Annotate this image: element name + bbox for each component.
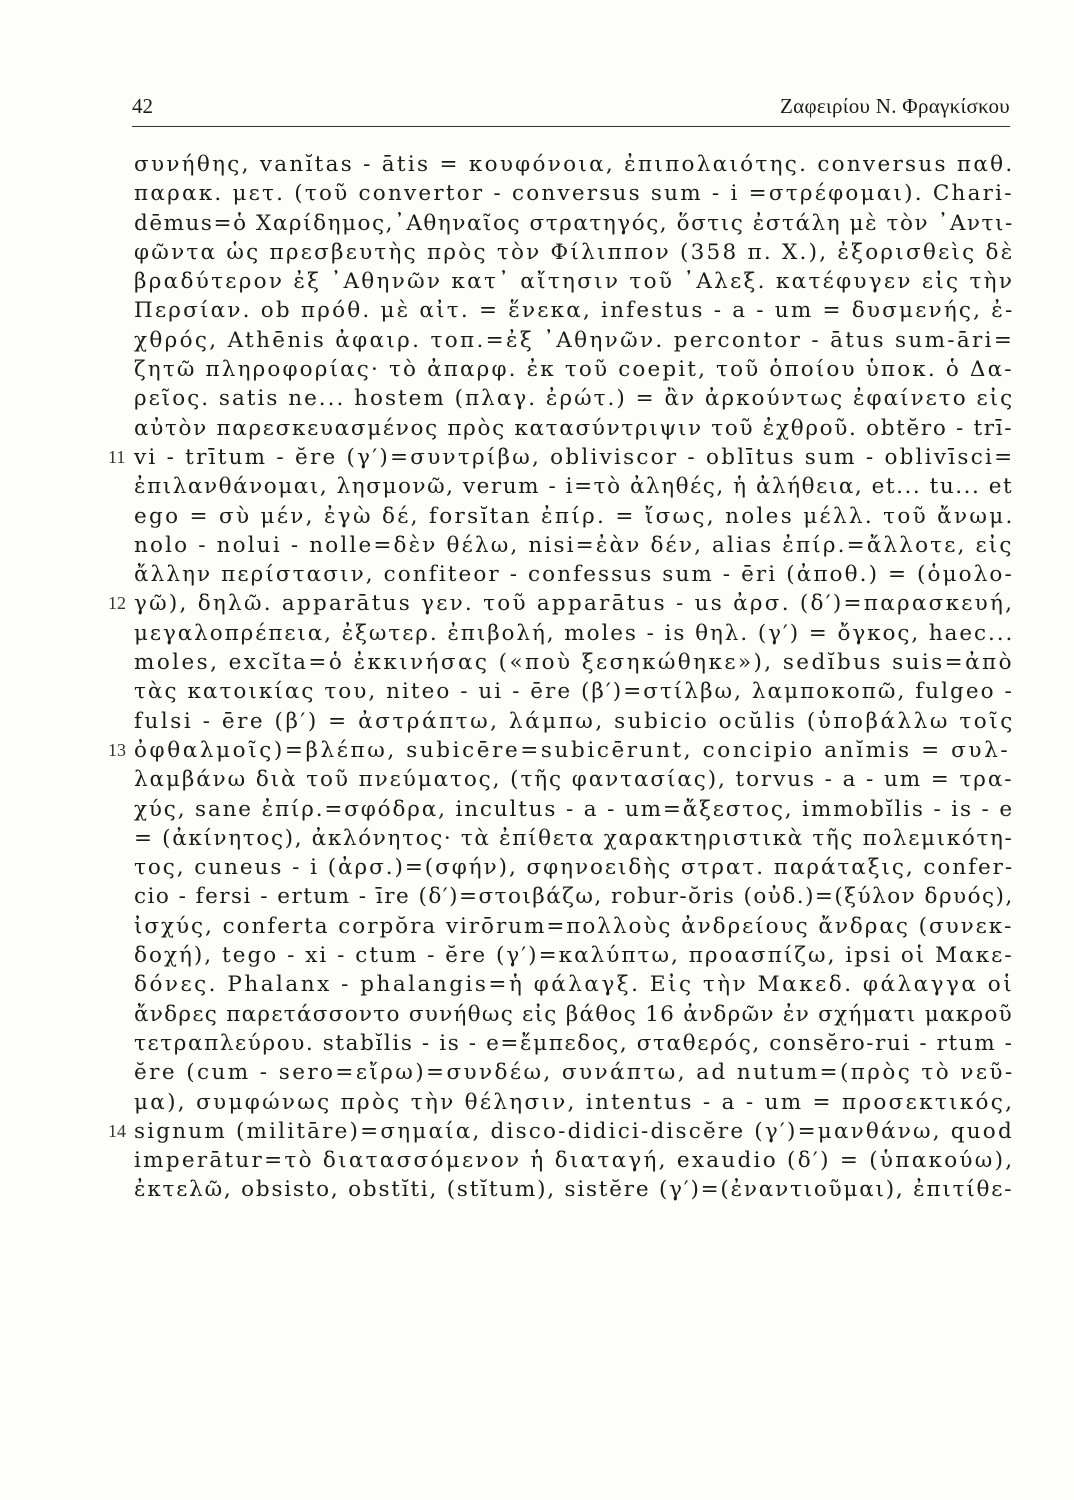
line-text: cio - fersi - ertum - īre (δ′)=στοιβάζω, robur-ŏris (οὐδ.)=(ξύλον δρυός), — [134, 884, 1014, 910]
line-text: ἐκτελῶ, obsisto, obstĭti, (stĭtum), sistĕre (γ′)=(ἐναντιοῦμαι), ἐπιτίθε- — [134, 1177, 1014, 1203]
line-text: τὰς κατοικίας του, niteo - ui - ēre (β′)=στίλβω, λαμποκοπῶ, fulgeo - — [134, 679, 1014, 705]
line-text: χθρός, Athēnis ἀφαιρ. τοπ.=ἐξ ᾿Αθηνῶν. percontor - ātus sum-āri= — [134, 327, 1015, 353]
text-line — [0, 472, 1074, 501]
text-line — [0, 326, 1074, 355]
line-text: παρακ. μετ. (τοῦ convertor - conversus sum - i =στρέφομαι). Chari- — [134, 181, 1014, 207]
text-line — [0, 707, 1074, 736]
text-line — [0, 677, 1074, 706]
line-text: αὐτὸν παρεσκευασμένος πρὸς κατασύντριψιν τοῦ ἐχθροῦ. obtĕro - trī- — [134, 415, 1014, 441]
text-line — [0, 1088, 1074, 1117]
line-text: ἐπιλανθάνομαι, λησμονῶ, verum - i=τὸ ἀληθές, ἡ ἀλήθεια, et... tu... et — [134, 474, 1014, 500]
text-line — [0, 209, 1074, 238]
text-line — [0, 765, 1074, 794]
line-text: μα), συμφώνως πρὸς τὴν θέλησιν, intentus - a - um = προσεκτικός, — [134, 1089, 1015, 1115]
text-line — [0, 970, 1074, 999]
text-line — [0, 853, 1074, 882]
line-text: φῶντα ὡς πρεσβευτὴς πρὸς τὸν Φίλιππον (358 π. Χ.), ἐξορισθεὶς δὲ — [134, 239, 1015, 265]
running-head: Ζαφειρίου Ν. Φραγκίσκου — [780, 94, 1010, 118]
text-line — [0, 941, 1074, 970]
text-line — [0, 355, 1074, 384]
text-line — [0, 589, 1074, 618]
line-text: Περσίαν. ob πρόθ. μὲ αἰτ. = ἕνεκα, infestus - a - um = δυσμενής, ἐ- — [134, 298, 1015, 324]
line-text: ἄλλην περίστασιν, confiteor - confessus sum - ēri (ἀποθ.) = (ὁμολο- — [134, 562, 1014, 588]
line-text: βραδύτερον ἐξ ᾿Αθηνῶν κατ᾿ αἴτησιν τοῦ ᾿Αλεξ. κατέφυγεν εἰς τὴν — [134, 269, 1015, 295]
line-number: 11 — [108, 446, 126, 467]
line-text: δόνες. Phalanx - phalangis=ἡ φάλαγξ. Εἰς τὴν Μακεδ. φάλαγγα οἱ — [134, 972, 1015, 998]
text-line — [0, 736, 1074, 765]
text-line — [0, 1146, 1074, 1175]
line-text: vi - trītum - ĕre (γ′)=συντρίβω, obliviscor - oblītus sum - oblivīsci= — [134, 444, 1015, 470]
line-text: δοχή), tego - xi - ctum - ĕre (γ′)=καλύπτω, προασπίζω, ipsi οἱ Μακε- — [134, 943, 1014, 969]
text-line — [0, 619, 1074, 648]
line-text: γῶ), δηλῶ. apparātus γεν. τοῦ apparātus - us ἀρσ. (δ′)=παρασκευή, — [134, 591, 1015, 617]
line-text: τος, cuneus - i (ἀρσ.)=(σφήν), σφηνοειδὴς στρατ. παράταξις, confer- — [134, 855, 1015, 881]
line-text: συνήθης, vanĭtas - ātis = κουφόνοια, ἐπιπολαιότης. conversus παθ. — [134, 152, 1015, 177]
line-text: fulsi - ēre (β′) = ἀστράπτω, λάμπω, subicio ocŭlis (ὑποβάλλω τοῖς — [134, 708, 1015, 734]
text-line — [0, 1175, 1074, 1204]
text-line — [0, 267, 1074, 296]
text-line — [0, 824, 1074, 853]
line-text: ἄνδρες παρετάσσοντο συνήθως εἰς βάθος 16 ἀνδρῶν ἐν σχήματι μακροῦ — [134, 1001, 1014, 1027]
line-number: 12 — [108, 593, 126, 614]
text-line — [0, 1000, 1074, 1029]
text-line — [0, 795, 1074, 824]
text-line — [0, 560, 1074, 589]
text-line — [0, 502, 1074, 531]
line-text: λαμβάνω διὰ τοῦ πνεύματος, (τῆς φαντασίας), torvus - a - um = τρα- — [134, 767, 1014, 793]
line-text: ἰσχύς, conferta corpŏra virōrum=πολλοὺς ἀνδρείους ἄνδρας (συνεκ- — [134, 913, 1014, 939]
line-text: ρεῖος. satis ne... hostem (πλαγ. ἐρώτ.) = ἂν ἀρκούντως ἐφαίνετο εἰς — [134, 386, 1015, 412]
line-text: ego = σὺ μέν, ἐγὼ δέ, forsĭtan ἐπίρ. = ἴσως, noles μέλλ. τοῦ ἄνωμ. — [134, 503, 1015, 529]
text-line — [0, 912, 1074, 941]
text-line — [0, 1058, 1074, 1087]
line-number: 14 — [108, 1120, 126, 1141]
line-text: ὀφθαλμοῖς)=βλέπω, subicēre=subicērunt, concipio anĭmis = συλ- — [134, 737, 1011, 763]
line-text: χύς, sane ἐπίρ.=σφόδρα, incultus - a - um=ἄξεστος, immobĭlis - is - e — [134, 796, 1014, 822]
line-text: μεγαλοπρέπεια, ἐξωτερ. ἐπιβολή, moles - is θηλ. (γ′) = ὄγκος, haec... — [134, 620, 1015, 646]
line-text: dēmus=ὁ Χαρίδημος,᾿Αθηναῖος στρατηγός, ὅστις ἐστάλη μὲ τὸν ᾿Αντι- — [134, 210, 1014, 236]
line-text: ĕre (cum - sero=εἴρω)=συνδέω, συνάπτω, ad nutum=(πρὸς τὸ νεῦ- — [134, 1060, 1015, 1086]
text-line — [0, 179, 1074, 208]
line-text: signum (militāre)=σημαία, disco-didici-discĕre (γ′)=μανθάνω, quod — [134, 1118, 1014, 1144]
line-text: ζητῶ πληροφορίας· τὸ ἀπαρφ. ἐκ τοῦ coepit, τοῦ ὁποίου ὑποκ. ὁ Δα- — [134, 357, 1014, 383]
line-text: = (ἀκίνητος), ἀκλόνητος· τὰ ἐπίθετα χαρακτηριστικὰ τῆς πολεμικότη- — [134, 825, 1014, 851]
text-line — [0, 296, 1074, 325]
line-text: moles, excĭta=ὁ ἐκκινήσας («ποὺ ξεσηκώθηκε»), sedĭbus suis=ἀπὸ — [134, 650, 1014, 676]
text-line — [0, 531, 1074, 560]
line-text: imperātur=τὸ διατασσόμενον ἡ διαταγή, exaudio (δ′) = (ὑπακούω), — [134, 1148, 1015, 1174]
text-line — [0, 648, 1074, 677]
text-line — [0, 443, 1074, 472]
line-text: τετραπλεύρου. stabĭlis - is - e=ἔμπεδος, σταθερός, consĕro-rui - rtum - — [134, 1030, 1014, 1056]
text-line — [0, 1029, 1074, 1058]
line-text: nolo - nolui - nolle=δὲν θέλω, nisi=ἐὰν δέν, alias ἐπίρ.=ἄλλοτε, εἰς — [134, 532, 1014, 558]
text-line — [0, 414, 1074, 443]
line-number: 13 — [108, 739, 126, 760]
text-line — [0, 882, 1074, 911]
commentary-text — [0, 150, 1074, 1205]
page-header — [132, 92, 1010, 127]
page-number: 42 — [132, 94, 153, 118]
text-line — [0, 384, 1074, 413]
text-line — [0, 238, 1074, 267]
text-line — [0, 150, 1074, 179]
text-line — [0, 1117, 1074, 1146]
